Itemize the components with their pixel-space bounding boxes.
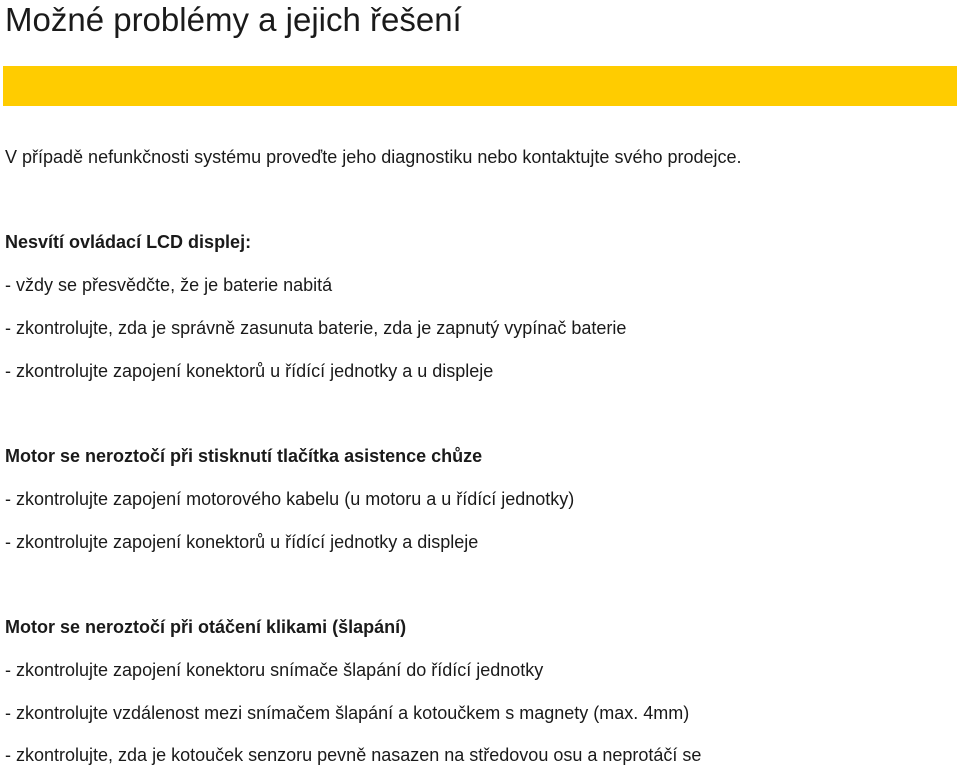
list-item: - vždy se přesvědčte, že je baterie nabitá	[5, 275, 333, 295]
list-item: - zkontrolujte, zda je kotouček senzoru pevně nasazen na středovou osu a neprotáčí se	[5, 745, 702, 765]
list-item: - zkontrolujte zapojení konektorů u řídící jednotky a displeje	[5, 532, 479, 552]
list-item: - zkontrolujte zapojení konektoru snímače šlapání do řídící jednotky	[5, 660, 544, 680]
list-item: - zkontrolujte vzdálenost mezi snímačem šlapání a kotoučkem s magnety (max. 4mm)	[5, 703, 690, 723]
accent-bar	[3, 66, 957, 106]
list-item: - zkontrolujte zapojení konektorů u řídící jednotky a u displeje	[5, 361, 494, 381]
intro-text: V případě nefunkčnosti systému proveďte jeho diagnostiku nebo kontaktujte svého prodejce.	[5, 147, 742, 167]
page-title: Možné problémy a jejich řešení	[5, 1, 462, 38]
list-item: - zkontrolujte zapojení motorového kabelu (u motoru a u řídící jednotky)	[5, 489, 575, 509]
section-heading-walk-assist: Motor se neroztočí při stisknutí tlačítka asistence chůze	[5, 446, 483, 466]
section-heading-pedaling: Motor se neroztočí při otáčení klikami (šlapání)	[5, 617, 407, 637]
list-item: - zkontrolujte, zda je správně zasunuta baterie, zda je zapnutý vypínač baterie	[5, 318, 627, 338]
section-heading-lcd: Nesvítí ovládací LCD displej:	[5, 232, 252, 252]
